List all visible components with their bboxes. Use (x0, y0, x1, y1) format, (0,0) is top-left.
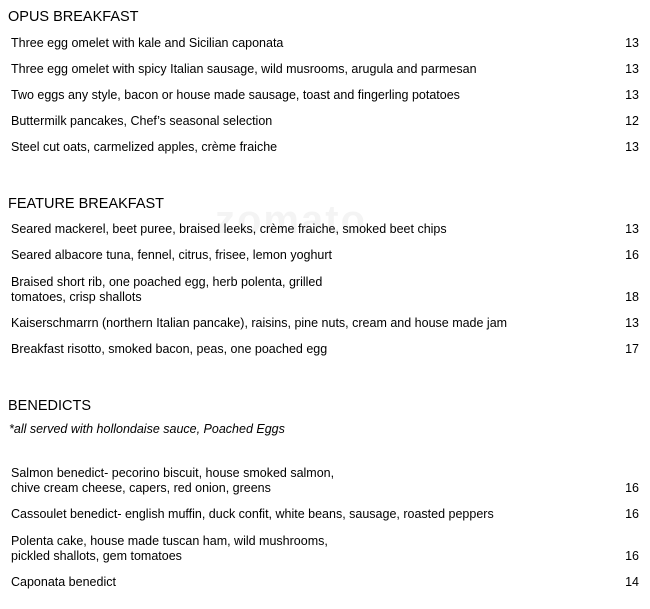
item-price: 16 (625, 248, 639, 262)
section-note: *all served with hollondaise sauce, Poached Eggs (9, 422, 285, 436)
section-title-feature-breakfast: FEATURE BREAKFAST (8, 196, 165, 212)
item-description: Three egg omelet with kale and Sicilian caponata (11, 36, 284, 50)
item-description: Caponata benedict (11, 575, 116, 589)
item-price: 13 (625, 316, 639, 330)
item-price: 16 (625, 481, 639, 495)
item-price: 17 (625, 342, 639, 356)
menu-item (11, 114, 639, 129)
item-price: 16 (625, 549, 639, 563)
item-description: Seared albacore tuna, fennel, citrus, frisee, lemon yoghurt (11, 248, 333, 262)
section-title-opus-breakfast: OPUS BREAKFAST (8, 9, 139, 25)
menu-item (11, 36, 639, 51)
menu-item (11, 534, 639, 564)
item-price: 13 (625, 140, 639, 154)
menu-item (11, 140, 639, 155)
menu-item (11, 466, 639, 496)
section-title-benedicts: BENEDICTS (8, 398, 91, 414)
item-description: Salmon benedict- pecorino biscuit, house smoked salmon, chive cream cheese, capers, red onion, greens (11, 466, 335, 495)
menu-item (11, 575, 639, 590)
menu-item (11, 342, 639, 357)
menu-item (11, 222, 639, 237)
item-price: 13 (625, 62, 639, 76)
menu-item (11, 88, 639, 103)
item-description: Steel cut oats, carmelized apples, crème fraiche (11, 140, 278, 154)
item-price: 18 (625, 290, 639, 304)
item-price: 13 (625, 36, 639, 50)
item-description: Cassoulet benedict- english muffin, duck confit, white beans, sausage, roasted peppers (11, 507, 494, 521)
menu-item (11, 62, 639, 77)
item-price: 14 (625, 575, 639, 589)
item-price: 13 (625, 222, 639, 236)
item-description: Braised short rib, one poached egg, herb polenta, grilled tomatoes, crisp shallots (11, 275, 323, 304)
item-description: Kaiserschmarrn (northern Italian pancake), raisins, pine nuts, cream and house made jam (11, 316, 508, 330)
item-description: Breakfast risotto, smoked bacon, peas, one poached egg (11, 342, 328, 356)
item-description: Three egg omelet with spicy Italian sausage, wild musrooms, arugula and parmesan (11, 62, 477, 76)
item-price: 12 (625, 114, 639, 128)
item-price: 16 (625, 507, 639, 521)
menu-item (11, 248, 639, 263)
menu-item (11, 316, 639, 331)
item-description: Polenta cake, house made tuscan ham, wild mushrooms, pickled shallots, gem tomatoes (11, 534, 328, 563)
menu-item (11, 275, 639, 305)
item-price: 13 (625, 88, 639, 102)
menu-item (11, 507, 639, 522)
item-description: Buttermilk pancakes, Chef’s seasonal selection (11, 114, 273, 128)
item-description: Two eggs any style, bacon or house made sausage, toast and fingerling potatoes (11, 88, 460, 102)
item-description: Seared mackerel, beet puree, braised leeks, crème fraiche, smoked beet chips (11, 222, 447, 236)
